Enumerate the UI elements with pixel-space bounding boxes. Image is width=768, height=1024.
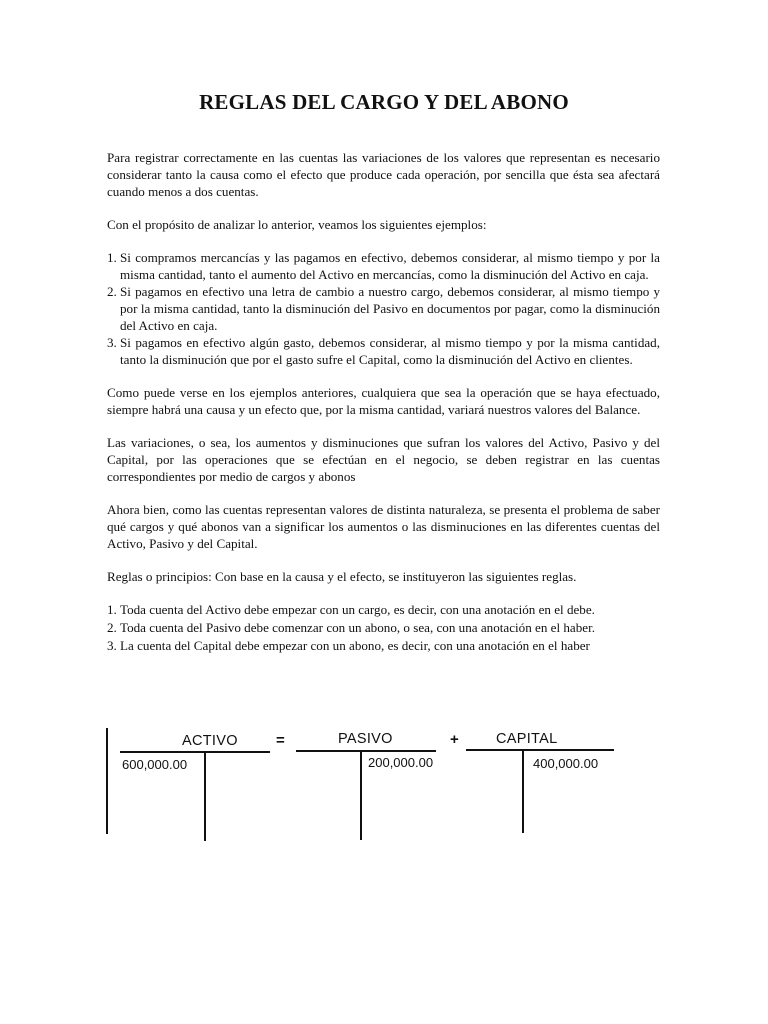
capital-credit-value: 400,000.00	[533, 756, 599, 771]
paragraph-rules-intro: Reglas o principios: Con base en la causa y el efecto, se instituyeron las siguientes reglas.	[107, 569, 577, 584]
diagram-left-border	[106, 728, 108, 834]
page-title: REGLAS DEL CARGO Y DEL ABONO	[199, 90, 569, 114]
list-item-text: Toda cuenta del Activo debe empezar con un cargo, es decir, con una anotación en el debe.	[120, 602, 595, 617]
list-item	[107, 283, 660, 334]
list-item	[107, 637, 660, 654]
examples-list	[107, 249, 660, 368]
list-item-text: Si pagamos en efectivo algún gasto, debemos considerar, al mismo tiempo y por la misma cantidad, tanto la disminución que por el gasto sufre el Capital, como la disminución del Activo en clientes.	[120, 335, 660, 367]
plus-sign: +	[450, 731, 459, 748]
paragraph-examples-intro: Con el propósito de analizar lo anterior, veamos los siguientes ejemplos:	[107, 217, 487, 232]
list-item	[107, 249, 660, 283]
pasivo-credit-value: 200,000.00	[368, 755, 434, 770]
document-body	[107, 149, 660, 655]
equals-sign: =	[276, 732, 285, 749]
list-item-number: 1.	[107, 250, 117, 265]
capital-top-line	[466, 749, 614, 751]
list-item-text: Si pagamos en efectivo una letra de cambio a nuestro cargo, debemos considerar, al mismo tiempo y por la misma cantidad, tanto la disminución del Pasivo en documentos por pagar, como la disminución del Activo en caja.	[120, 284, 660, 333]
pasivo-label: PASIVO	[338, 731, 393, 747]
list-item-number: 2.	[107, 284, 117, 299]
pasivo-center-line	[360, 750, 362, 840]
paragraph-variations: Las variaciones, o sea, los aumentos y disminuciones que sufran los valores del Activo, Pasivo y del Capital, por las operaciones que se efectúan en el negocio, se deben registrar en las cuentas correspondientes por medio de cargos y abonos	[107, 435, 660, 484]
activo-debit-value: 600,000.00	[122, 757, 188, 772]
pasivo-top-line	[296, 750, 436, 752]
capital-label: CAPITAL	[496, 731, 558, 747]
list-item	[107, 619, 660, 636]
activo-center-line	[204, 751, 206, 841]
list-item-number: 3.	[107, 638, 117, 653]
paragraph-problem: Ahora bien, como las cuentas representan valores de distinta naturaleza, se presenta el problema de saber qué cargos y qué abonos van a significar los aumentos o las disminuciones en las diferentes cuentas del Activo, Pasivo y del Capital.	[107, 502, 660, 551]
activo-top-line	[120, 751, 270, 753]
activo-label: ACTIVO	[182, 733, 238, 749]
list-item-number: 3.	[107, 335, 117, 350]
list-item-text: Toda cuenta del Pasivo debe comenzar con un abono, o sea, con una anotación en el haber.	[120, 620, 596, 635]
list-item	[107, 334, 660, 368]
capital-center-line	[522, 749, 524, 833]
rules-list	[107, 601, 660, 654]
paragraph-intro: Para registrar correctamente en las cuentas las variaciones de los valores que representan es necesario considerar tanto la causa como el efecto que produce cada operación, por sencilla que ésta sea afectará cuando menos a dos cuentas.	[107, 150, 660, 199]
list-item-number: 1.	[107, 602, 117, 617]
list-item-text: Si compramos mercancías y las pagamos en efectivo, debemos considerar, al mismo tiempo y por la misma cantidad, tanto el aumento del Activo en mercancías, como la disminución del Activo en caja.	[120, 250, 660, 282]
list-item-text: La cuenta del Capital debe empezar con un abono, es decir, con una anotación en el haber	[120, 638, 590, 653]
list-item	[107, 601, 660, 618]
list-item-number: 2.	[107, 620, 117, 635]
paragraph-balance: Como puede verse en los ejemplos anteriores, cualquiera que sea la operación que se haya efectuado, siempre habrá una causa y un efecto que, por la misma cantidad, variará nuestros valores del Balance.	[107, 385, 660, 417]
